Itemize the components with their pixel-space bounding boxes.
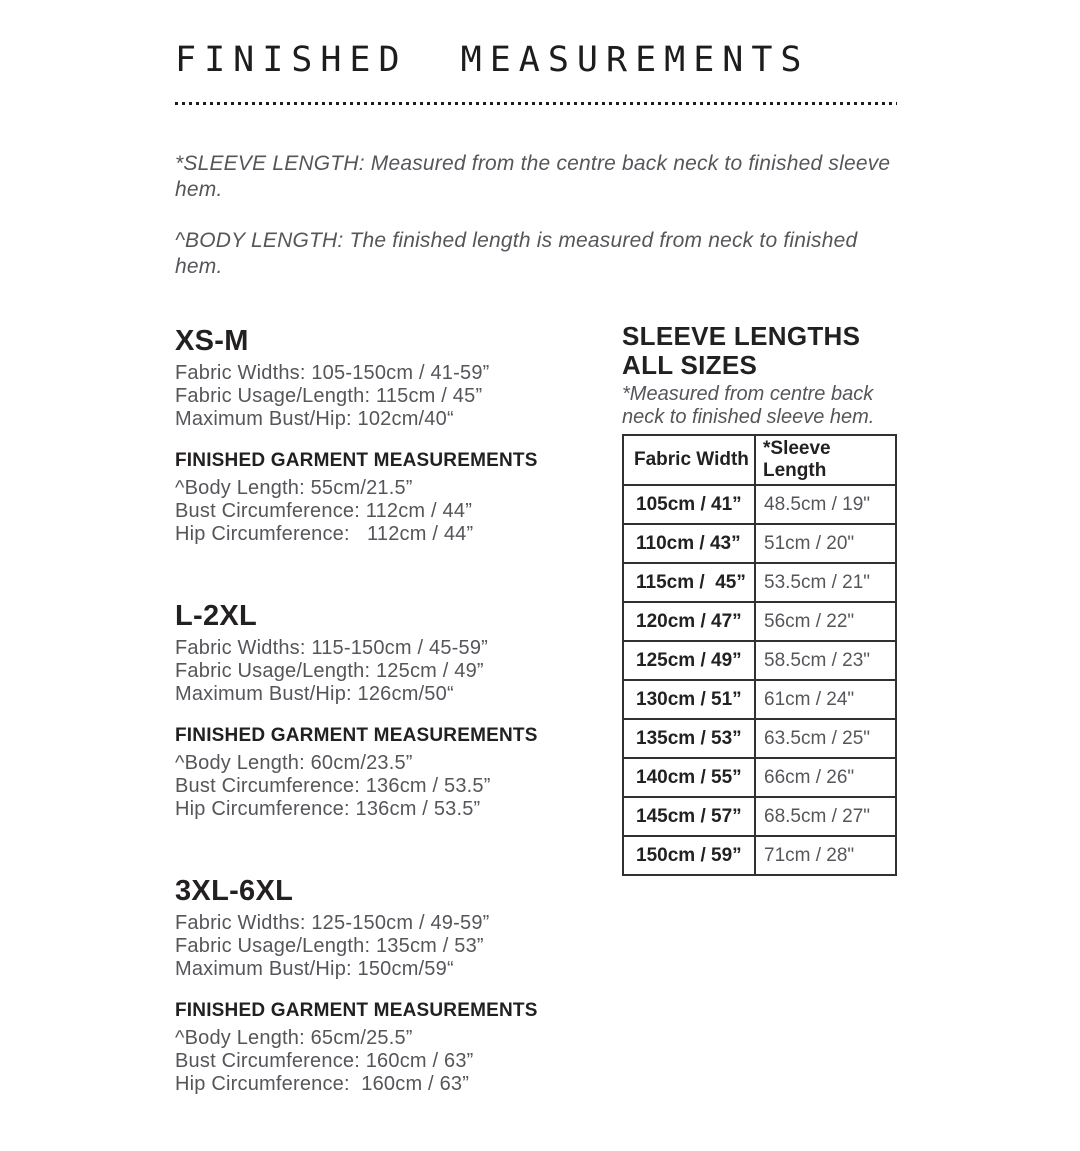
- body-length-note-line1: ^BODY LENGTH: The finished length is measured from neck to finished: [175, 229, 858, 252]
- sleeve-length-header: *Sleeve Length: [755, 435, 896, 485]
- fabric-width-cell: 125cm / 49”: [623, 641, 755, 680]
- sleeve-table-note-line2: neck to finished sleeve hem.: [622, 406, 875, 428]
- hip-circumference: Hip Circumference: 112cm / 44”: [175, 523, 474, 545]
- fabric-usage: Fabric Usage/Length: 135cm / 53”: [175, 935, 484, 957]
- sleeve-lengths-column: [622, 322, 897, 876]
- sleeve-length-cell: 56cm / 22": [755, 602, 896, 641]
- table-row: [623, 719, 896, 758]
- fabric-width-cell: 150cm / 59”: [623, 836, 755, 875]
- table-row: [623, 641, 896, 680]
- sleeve-length-cell: 53.5cm / 21": [755, 563, 896, 602]
- size-heading: XS-M: [175, 325, 249, 357]
- fabric-usage: Fabric Usage/Length: 125cm / 49”: [175, 660, 484, 682]
- finished-garment-heading: FINISHED GARMENT MEASUREMENTS: [175, 450, 538, 471]
- sleeve-length-note-line1: *SLEEVE LENGTH: Measured from the centre back neck to finished sleeve: [175, 152, 891, 175]
- size-heading: 3XL-6XL: [175, 875, 294, 907]
- content-columns: [175, 322, 897, 1151]
- sleeve-table-note-line1: *Measured from centre back: [622, 383, 874, 405]
- table-row: [623, 797, 896, 836]
- page-title: FINISHED MEASUREMENTS: [175, 40, 810, 80]
- fabric-width-cell: 115cm / 45”: [623, 563, 755, 602]
- fabric-width-cell: 120cm / 47”: [623, 602, 755, 641]
- finished-garment-heading: FINISHED GARMENT MEASUREMENTS: [175, 725, 538, 746]
- table-row: [623, 524, 896, 563]
- fabric-widths: Fabric Widths: 125-150cm / 49-59”: [175, 912, 490, 934]
- bust-circumference: Bust Circumference: 160cm / 63”: [175, 1050, 474, 1072]
- sleeve-length-table: [622, 434, 897, 876]
- fabric-widths: Fabric Widths: 115-150cm / 45-59”: [175, 637, 489, 659]
- fabric-width-cell: 110cm / 43”: [623, 524, 755, 563]
- size-sections-column: [175, 322, 622, 1151]
- body-length-note: [175, 228, 897, 280]
- fabric-widths: Fabric Widths: 105-150cm / 41-59”: [175, 362, 490, 384]
- sleeve-length-note: [175, 151, 897, 203]
- body-length: ^Body Length: 60cm/23.5”: [175, 752, 413, 774]
- sleeve-table-note: [622, 383, 897, 429]
- table-row: [623, 680, 896, 719]
- body-length: ^Body Length: 65cm/25.5”: [175, 1027, 413, 1049]
- max-bust-hip: Maximum Bust/Hip: 102cm/40“: [175, 408, 454, 430]
- dotted-divider: [175, 102, 897, 105]
- bust-circumference: Bust Circumference: 112cm / 44”: [175, 500, 473, 522]
- fabric-width-cell: 140cm / 55”: [623, 758, 755, 797]
- table-row: [623, 563, 896, 602]
- sleeve-lengths-heading-line1: SLEEVE LENGTHS: [622, 321, 861, 351]
- max-bust-hip: Maximum Bust/Hip: 126cm/50“: [175, 683, 454, 705]
- sleeve-table-body: [623, 485, 896, 875]
- hip-circumference: Hip Circumference: 160cm / 63”: [175, 1073, 470, 1095]
- sleeve-length-cell: 58.5cm / 23": [755, 641, 896, 680]
- fabric-usage: Fabric Usage/Length: 115cm / 45”: [175, 385, 483, 407]
- sleeve-lengths-heading: [622, 322, 897, 380]
- table-row: [623, 836, 896, 875]
- sleeve-length-cell: 48.5cm / 19": [755, 485, 896, 524]
- size-section-l-2xl: [175, 601, 622, 821]
- fabric-width-header: Fabric Width: [623, 435, 755, 485]
- sleeve-length-cell: 63.5cm / 25": [755, 719, 896, 758]
- size-heading: L-2XL: [175, 600, 258, 632]
- fabric-width-cell: 130cm / 51”: [623, 680, 755, 719]
- fabric-width-cell: 145cm / 57”: [623, 797, 755, 836]
- page-content: [175, 0, 897, 1151]
- body-length-note-line2: hem.: [175, 255, 223, 278]
- table-header-row: [623, 435, 896, 485]
- sleeve-length-cell: 68.5cm / 27": [755, 797, 896, 836]
- hip-circumference: Hip Circumference: 136cm / 53.5”: [175, 798, 481, 820]
- size-section-3xl-6xl: [175, 876, 622, 1096]
- finished-garment-heading: FINISHED GARMENT MEASUREMENTS: [175, 1000, 538, 1021]
- size-section-xs-m: [175, 326, 622, 546]
- fabric-width-cell: 105cm / 41”: [623, 485, 755, 524]
- sleeve-length-cell: 51cm / 20": [755, 524, 896, 563]
- table-row: [623, 602, 896, 641]
- sleeve-length-cell: 66cm / 26": [755, 758, 896, 797]
- bust-circumference: Bust Circumference: 136cm / 53.5”: [175, 775, 491, 797]
- table-row: [623, 758, 896, 797]
- sleeve-length-note-line2: hem.: [175, 178, 223, 201]
- max-bust-hip: Maximum Bust/Hip: 150cm/59“: [175, 958, 454, 980]
- sleeve-length-cell: 71cm / 28": [755, 836, 896, 875]
- sleeve-lengths-heading-line2: ALL SIZES: [622, 350, 758, 380]
- sleeve-length-cell: 61cm / 24": [755, 680, 896, 719]
- table-row: [623, 485, 896, 524]
- body-length: ^Body Length: 55cm/21.5”: [175, 477, 413, 499]
- fabric-width-cell: 135cm / 53”: [623, 719, 755, 758]
